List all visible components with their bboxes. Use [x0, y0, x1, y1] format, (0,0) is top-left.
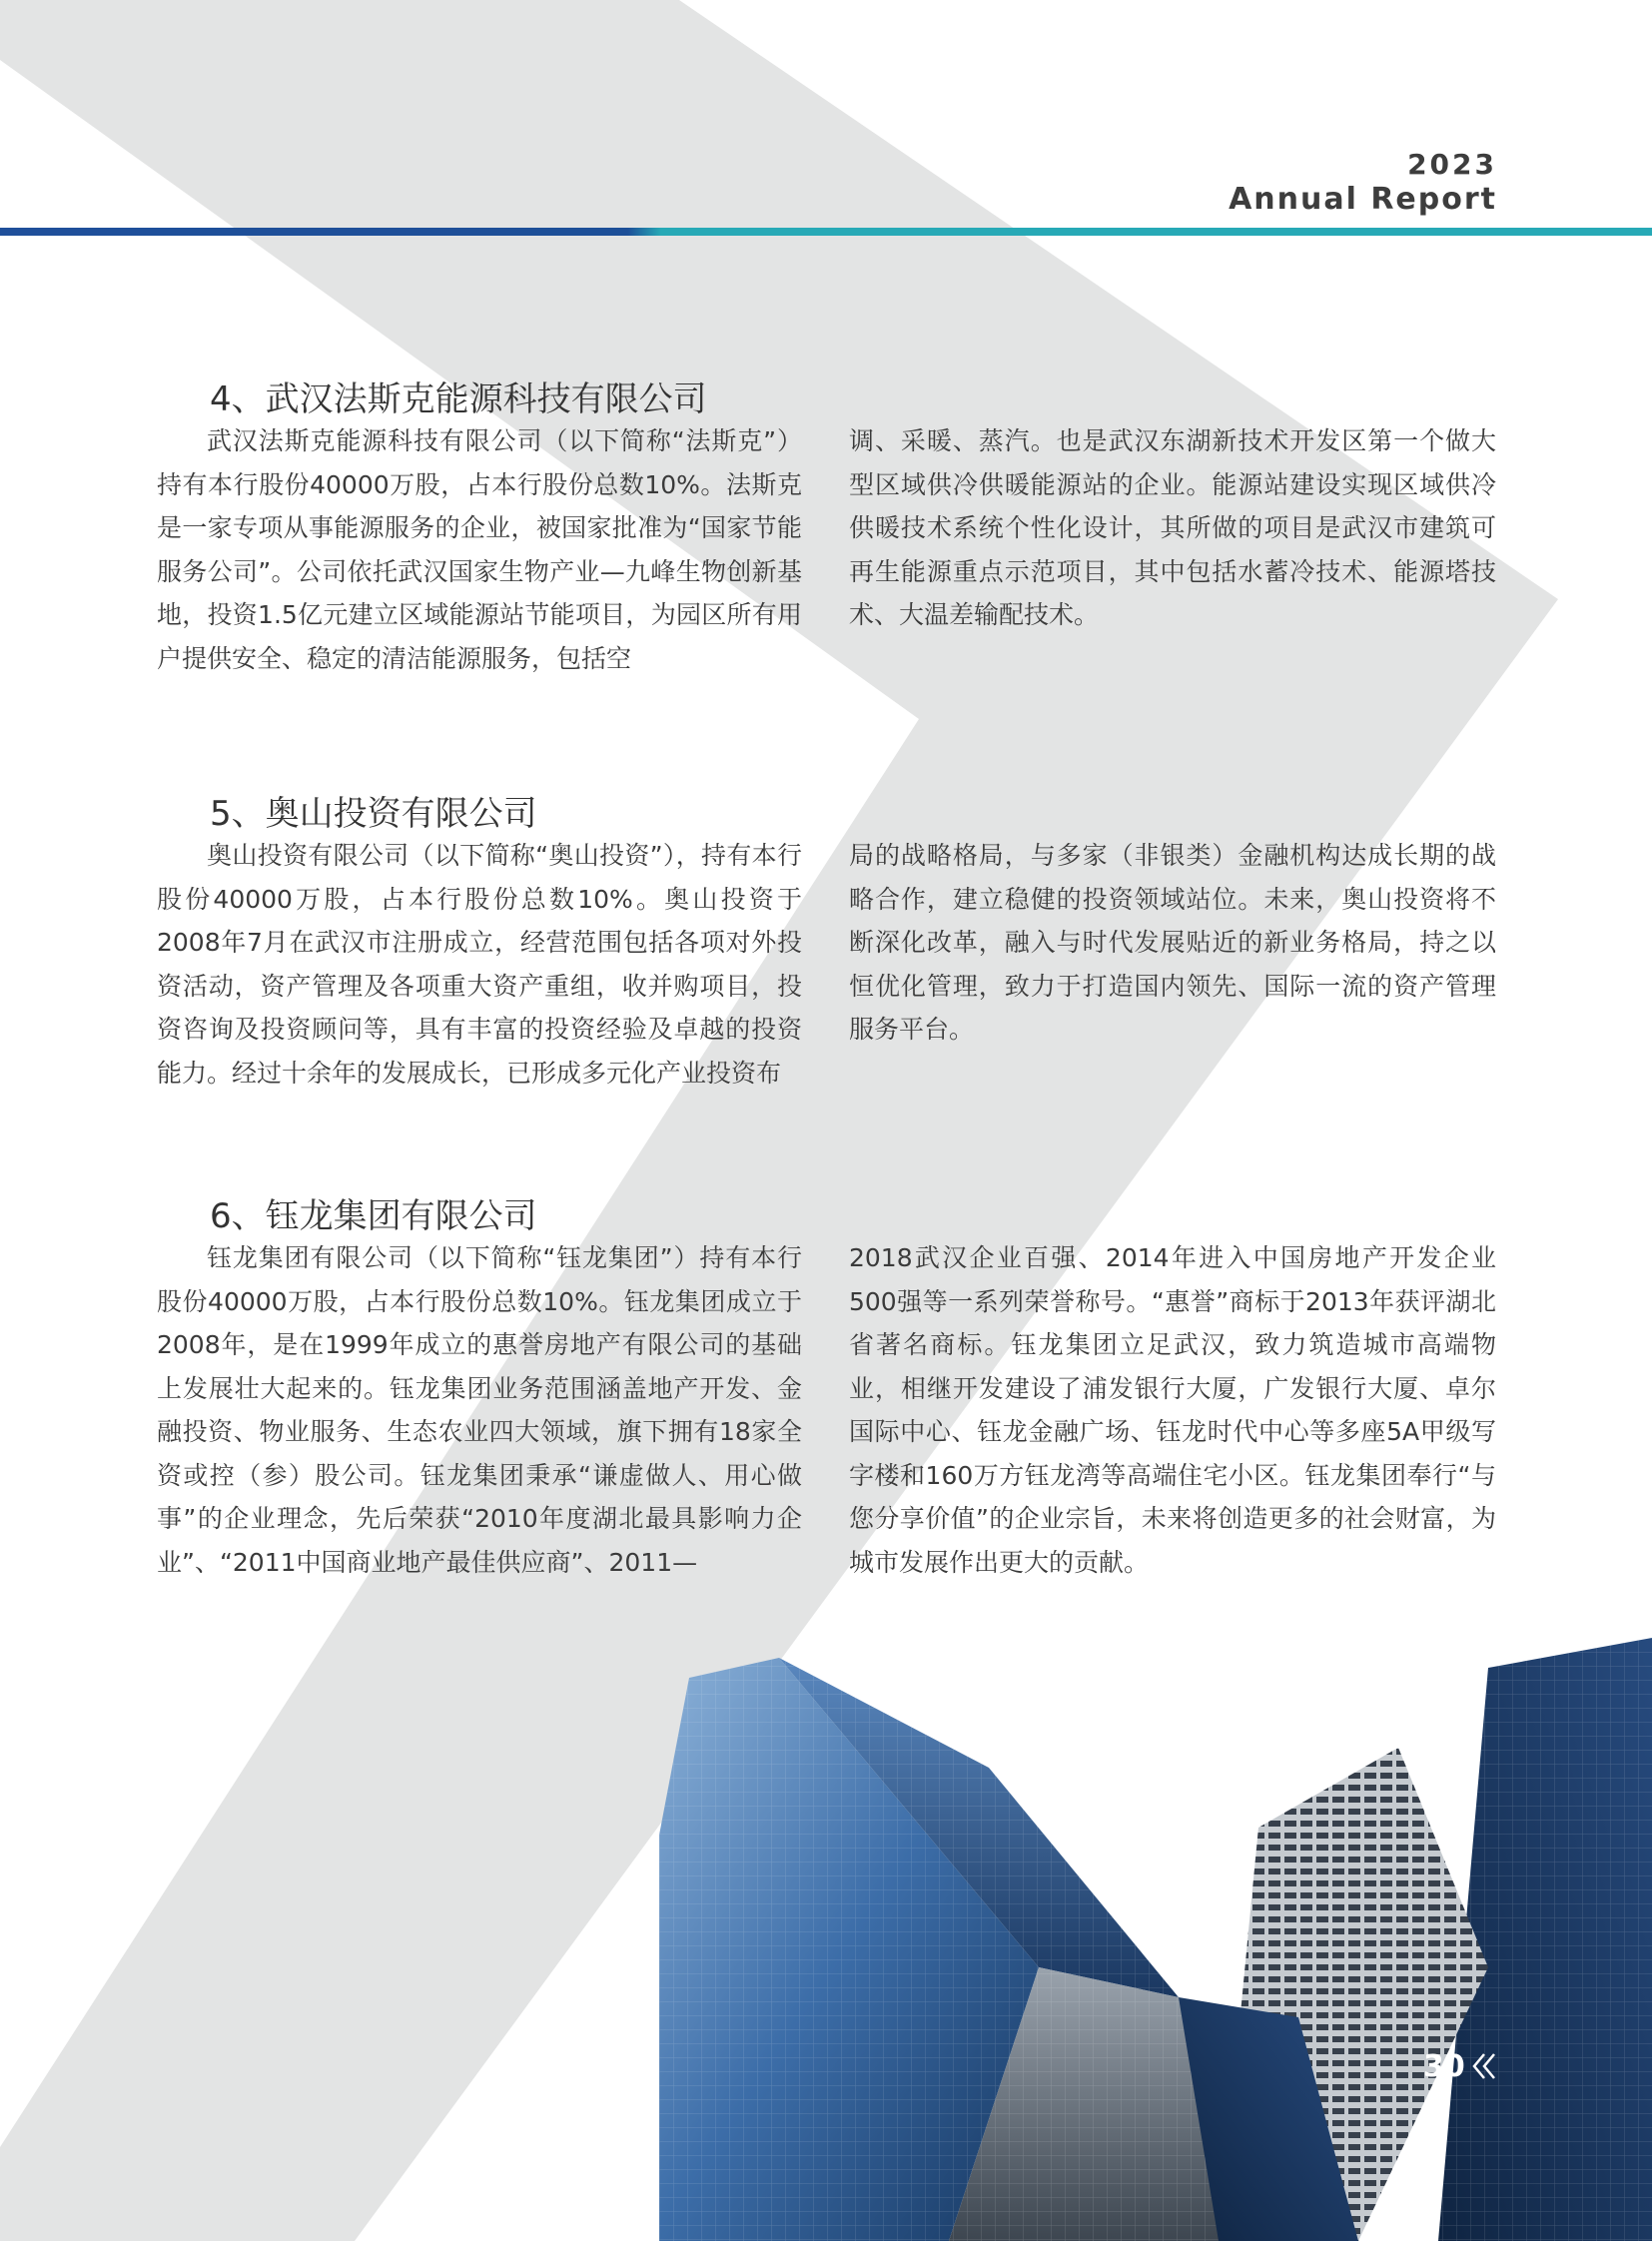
- page-number: 30: [1423, 2049, 1465, 2084]
- section-left-text: 钰龙集团有限公司（以下简称“钰龙集团”）持有本行股份40000万股，占本行股份总数10%。钰龙集团成立于2008年，是在1999年成立的惠誉房地产有限公司的基础上发展壮大起来的。钰龙集团业务范围涵盖地产开发、金融投资、物业服务、生态农业四大领域，旗下拥有18家全资或控（参）股公司。钰龙集团秉承“谦虚做人、用心做事”的企业理念，先后荣获“2010年度湖北最具影响力企业”、“2011中国商业地产最佳供应商”、2011—: [157, 1243, 802, 1577]
- page-chevron-icon: [1470, 2051, 1498, 2081]
- section-heading: 6、钰龙集团有限公司: [210, 1196, 537, 1236]
- section-right-text: 局的战略格局，与多家（非银类）金融机构达成长期的战略合作，建立稳健的投资领域站位。未来，奥山投资将不断深化改革，融入与时代发展贴近的新业务格局，持之以恒优化管理，致力于打造国内领先、国际一流的资产管理服务平台。: [849, 841, 1496, 1044]
- header-divider: [0, 228, 1652, 236]
- section-left-text: 奥山投资有限公司（以下简称“奥山投资”），持有本行股份40000万股，占本行股份总数10%。奥山投资于2008年7月在武汉市注册成立，经营范围包括各项对外投资活动，资产管理及各项重大资产重组，收并购项目，投资咨询及投资顾问等，具有丰富的投资经验及卓越的投资能力。经过十余年的发展成长，已形成多元化产业投资布: [157, 841, 802, 1088]
- section-right-text: 2018武汉企业百强、2014年进入中国房地产开发企业500强等一系列荣誉称号。“惠誉”商标于2013年获评湖北省著名商标。钰龙集团立足武汉，致力筑造城市高端物业，相继开发建设了浦发银行大厦，广发银行大厦、卓尔国际中心、钰龙金融广场、钰龙时代中心等多座5A甲级写字楼和160万方钰龙湾等高端住宅小区。钰龙集团奉行“与您分享价值”的企业宗旨，未来将创造更多的社会财富，为城市发展作出更大的贡献。: [849, 1243, 1496, 1577]
- report-header: [1229, 148, 1497, 218]
- section-heading: 5、奥山投资有限公司: [210, 794, 537, 834]
- report-year: 2023: [1407, 148, 1497, 181]
- report-title: Annual Report: [1229, 182, 1497, 217]
- section-heading: 4、武汉法斯克能源科技有限公司: [210, 379, 707, 419]
- skyscraper-photo: [659, 1638, 1652, 2241]
- section-left-text: 武汉法斯克能源科技有限公司（以下简称“法斯克”）持有本行股份40000万股，占本行股份总数10%。法斯克是一家专项从事能源服务的企业，被国家批准为“国家节能服务公司”。公司依托武汉国家生物产业—九峰生物创新基地，投资1.5亿元建立区域能源站节能项目，为园区所有用户提供安全、稳定的清洁能源服务，包括空: [157, 426, 802, 673]
- section-right-text: 调、采暖、蒸汽。也是武汉东湖新技术开发区第一个做大型区域供冷供暖能源站的企业。能源站建设实现区域供冷供暖技术系统个性化设计，其所做的项目是武汉市建筑可再生能源重点示范项目，其中包括水蓄冷技术、能源塔技术、大温差输配技术。: [849, 426, 1496, 629]
